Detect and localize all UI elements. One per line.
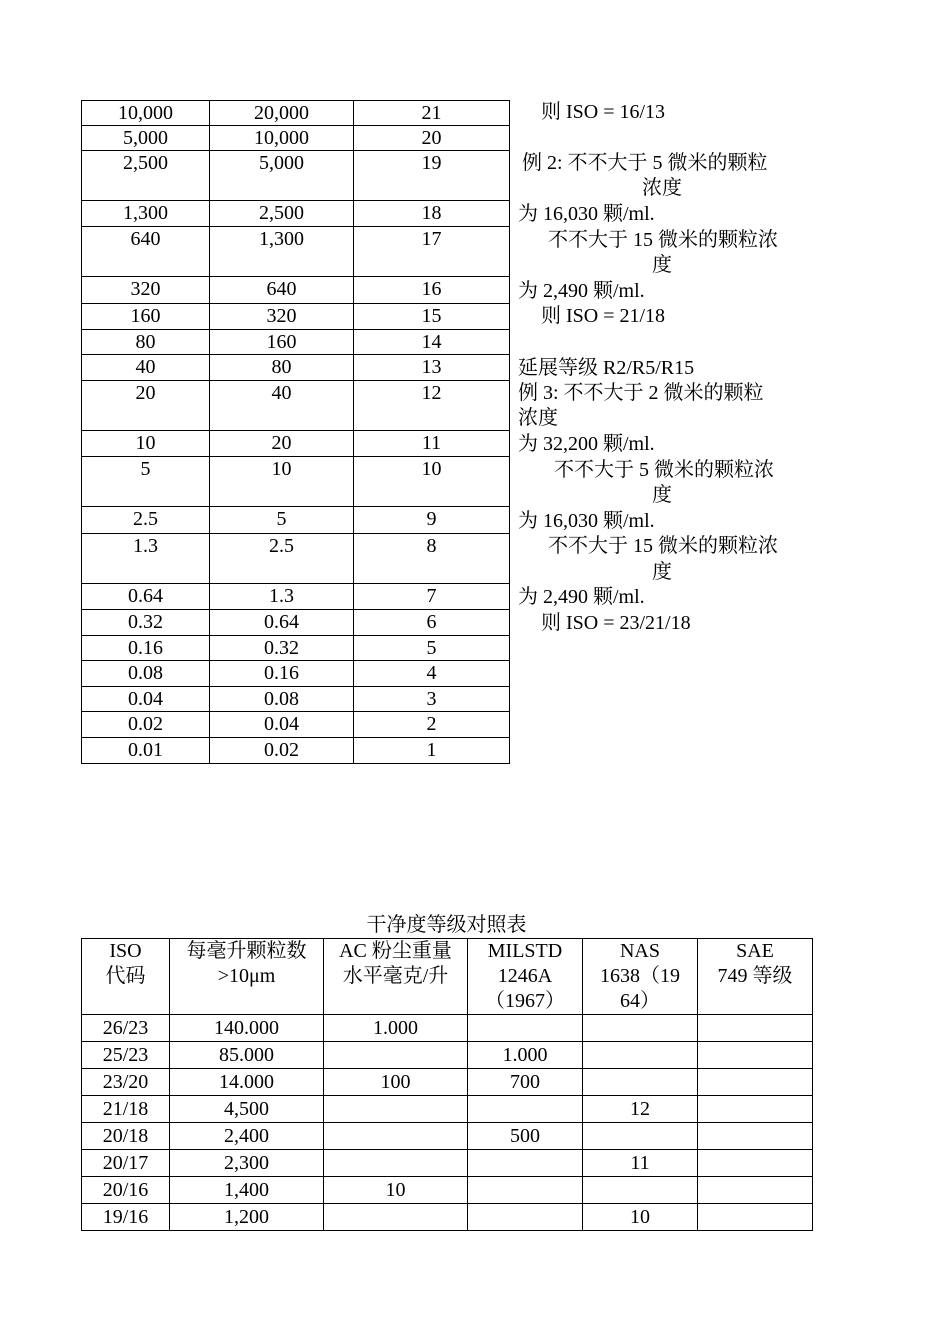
note-result-1: 则 ISO = 16/13 [541, 101, 666, 123]
iso-code-cell: 19 [353, 151, 510, 201]
comparison-cell [698, 1015, 813, 1042]
up-to-cell: 640 [209, 277, 354, 304]
comparison-cell: 4,500 [170, 1096, 324, 1123]
more-than-cell: 0.08 [81, 661, 210, 687]
comparison-cell [698, 1177, 813, 1204]
table-row [81, 100, 510, 126]
table-row [81, 610, 510, 636]
up-to-cell: 1,300 [209, 227, 354, 277]
comparison-cell: 14.000 [170, 1069, 324, 1096]
iso-code-cell: 18 [353, 201, 510, 227]
header-line: 64） [620, 990, 660, 1012]
more-than-cell: 640 [81, 227, 210, 277]
comparison-cell [698, 1069, 813, 1096]
comparison-cell: 100 [324, 1069, 468, 1096]
more-than-cell: 0.16 [81, 636, 210, 661]
comparison-cell [324, 1123, 468, 1150]
header-line: >10μm [217, 965, 276, 987]
comparison-table-title: 干净度等级对照表 [366, 914, 527, 936]
up-to-cell: 80 [209, 355, 354, 381]
comparison-cell [583, 1042, 698, 1069]
table-row [81, 738, 510, 764]
more-than-cell: 320 [81, 277, 210, 304]
comparison-cell [468, 1015, 583, 1042]
header-line: 代码 [105, 965, 146, 987]
note-example-3-line8: 度 [652, 561, 672, 583]
table-row [81, 126, 510, 151]
comparison-cell [468, 1150, 583, 1177]
comparison-cell [324, 1150, 468, 1177]
comparison-header-cell [468, 939, 583, 1015]
more-than-cell: 20 [81, 381, 210, 431]
comparison-cell [468, 1096, 583, 1123]
up-to-cell: 0.02 [209, 738, 354, 764]
comparison-cell: 85.000 [170, 1042, 324, 1069]
table-row [82, 1204, 813, 1231]
up-to-cell: 20,000 [209, 100, 354, 126]
comparison-header-cell [698, 939, 813, 1015]
iso-code-cell: 20 [353, 126, 510, 151]
up-to-cell: 2,500 [209, 201, 354, 227]
cleanliness-comparison-table [81, 938, 813, 1231]
note-result-3: 则 ISO = 23/21/18 [541, 612, 691, 634]
more-than-cell: 1,300 [81, 201, 210, 227]
comparison-cell: 11 [583, 1150, 698, 1177]
comparison-cell [583, 1177, 698, 1204]
more-than-cell: 1.3 [81, 534, 210, 584]
table-row [81, 381, 510, 431]
note-example-3-line7: 不不大于 15 微米的颗粒浓 [548, 535, 778, 557]
table-row [81, 151, 510, 201]
note-example-3-line6: 为 16,030 颗/ml. [518, 510, 655, 532]
iso-code-cell: 14 [353, 330, 510, 355]
table-row [81, 687, 510, 712]
note-example-3-line2: 浓度 [518, 407, 558, 429]
note-example-2-line5: 度 [652, 254, 672, 276]
comparison-cell: 10 [324, 1177, 468, 1204]
table-row [81, 277, 510, 304]
table-row [82, 1177, 813, 1204]
more-than-cell: 0.04 [81, 687, 210, 712]
iso-code-cell: 15 [353, 304, 510, 330]
comparison-cell: 1,200 [170, 1204, 324, 1231]
more-than-cell: 160 [81, 304, 210, 330]
header-line: MILSTD [487, 940, 563, 962]
header-line: AC 粉尘重量 [339, 940, 452, 962]
more-than-cell: 0.64 [81, 584, 210, 610]
header-line: SAE [736, 940, 774, 962]
comparison-cell [698, 1150, 813, 1177]
comparison-header-cell [583, 939, 698, 1015]
comparison-cell: 140.000 [170, 1015, 324, 1042]
up-to-cell: 160 [209, 330, 354, 355]
table-row [82, 1150, 813, 1177]
note-example-3-line3: 为 32,200 颗/ml. [518, 433, 655, 455]
iso-code-cell: 8 [353, 534, 510, 584]
table-row [81, 355, 510, 381]
more-than-cell: 0.32 [81, 610, 210, 636]
comparison-cell: 1,400 [170, 1177, 324, 1204]
header-line: 水平毫克/升 [342, 965, 449, 987]
note-example-2-line6: 为 2,490 颗/ml. [518, 280, 645, 302]
table-row [82, 1096, 813, 1123]
up-to-cell: 5 [209, 507, 354, 534]
comparison-cell: 500 [468, 1123, 583, 1150]
note-result-2: 则 ISO = 21/18 [541, 305, 666, 327]
comparison-cell [698, 1123, 813, 1150]
iso-code-cell: 7 [353, 584, 510, 610]
iso-code-cell: 1 [353, 738, 510, 764]
more-than-cell: 2.5 [81, 507, 210, 534]
note-example-3-line9: 为 2,490 颗/ml. [518, 586, 645, 608]
table-row [81, 661, 510, 687]
table-row [81, 584, 510, 610]
more-than-cell: 2,500 [81, 151, 210, 201]
comparison-cell: 12 [583, 1096, 698, 1123]
note-example-2-line3: 为 16,030 颗/ml. [518, 203, 655, 225]
note-example-3-line5: 度 [652, 484, 672, 506]
table-row [81, 507, 510, 534]
comparison-cell [698, 1096, 813, 1123]
iso-code-cell: 5 [353, 636, 510, 661]
iso-code-cell: 11 [353, 431, 510, 457]
comparison-header-cell [170, 939, 324, 1015]
comparison-cell: 1.000 [468, 1042, 583, 1069]
up-to-cell: 10 [209, 457, 354, 507]
iso-code-cell: 17 [353, 227, 510, 277]
table-row [81, 534, 510, 584]
iso-code-cell: 13 [353, 355, 510, 381]
comparison-cell: 19/16 [82, 1204, 170, 1231]
up-to-cell: 0.04 [209, 712, 354, 738]
comparison-cell: 10 [583, 1204, 698, 1231]
note-example-2-line2: 浓度 [642, 177, 682, 199]
note-example-3-line4: 不不大于 5 微米的颗粒浓 [554, 459, 774, 481]
table-row [82, 1015, 813, 1042]
comparison-cell: 21/18 [82, 1096, 170, 1123]
header-line: NAS [619, 940, 660, 962]
comparison-cell: 20/17 [82, 1150, 170, 1177]
comparison-cell [583, 1069, 698, 1096]
up-to-cell: 1.3 [209, 584, 354, 610]
up-to-cell: 2.5 [209, 534, 354, 584]
table-row [81, 712, 510, 738]
header-line: 每毫升颗粒数 [186, 940, 307, 962]
up-to-cell: 5,000 [209, 151, 354, 201]
up-to-cell: 0.16 [209, 661, 354, 687]
iso-code-cell: 2 [353, 712, 510, 738]
table-row [82, 1042, 813, 1069]
note-example-2-line1: 例 2: 不不大于 5 微米的颗粒 [522, 152, 768, 174]
iso-code-cell: 21 [353, 100, 510, 126]
table-row [82, 1069, 813, 1096]
comparison-cell: 25/23 [82, 1042, 170, 1069]
comparison-cell [583, 1015, 698, 1042]
comparison-cell [468, 1177, 583, 1204]
comparison-header-row [82, 939, 813, 1015]
table-row [81, 636, 510, 661]
more-than-cell: 0.01 [81, 738, 210, 764]
iso-code-cell: 9 [353, 507, 510, 534]
comparison-cell: 700 [468, 1069, 583, 1096]
up-to-cell: 320 [209, 304, 354, 330]
note-extension: 延展等级 R2/R5/R15 [518, 357, 695, 379]
iso-code-cell: 3 [353, 687, 510, 712]
table-row [82, 1123, 813, 1150]
table-row [81, 304, 510, 330]
more-than-cell: 40 [81, 355, 210, 381]
comparison-cell: 2,400 [170, 1123, 324, 1150]
comparison-cell [698, 1204, 813, 1231]
more-than-cell: 10,000 [81, 100, 210, 126]
comparison-cell [324, 1096, 468, 1123]
table-row [81, 201, 510, 227]
header-line: （1967） [485, 990, 565, 1012]
comparison-cell: 20/16 [82, 1177, 170, 1204]
up-to-cell: 0.64 [209, 610, 354, 636]
up-to-cell: 0.32 [209, 636, 354, 661]
more-than-cell: 5,000 [81, 126, 210, 151]
comparison-cell [324, 1204, 468, 1231]
more-than-cell: 5 [81, 457, 210, 507]
table-row [81, 227, 510, 277]
comparison-cell: 26/23 [82, 1015, 170, 1042]
up-to-cell: 20 [209, 431, 354, 457]
header-line: 749 等级 [717, 965, 793, 987]
header-line: 1246A [497, 965, 553, 987]
header-line: ISO [109, 940, 142, 962]
comparison-cell: 23/20 [82, 1069, 170, 1096]
comparison-cell [583, 1123, 698, 1150]
comparison-cell: 2,300 [170, 1150, 324, 1177]
up-to-cell: 40 [209, 381, 354, 431]
note-example-3-line1: 例 3: 不不大于 2 微米的颗粒 [518, 382, 764, 404]
comparison-cell [324, 1042, 468, 1069]
comparison-header-cell [324, 939, 468, 1015]
comparison-cell [698, 1042, 813, 1069]
iso-code-cell: 16 [353, 277, 510, 304]
more-than-cell: 0.02 [81, 712, 210, 738]
comparison-cell: 20/18 [82, 1123, 170, 1150]
more-than-cell: 80 [81, 330, 210, 355]
iso-code-cell: 10 [353, 457, 510, 507]
comparison-header-cell [82, 939, 170, 1015]
iso-code-cell: 12 [353, 381, 510, 431]
more-than-cell: 10 [81, 431, 210, 457]
up-to-cell: 0.08 [209, 687, 354, 712]
comparison-cell: 1.000 [324, 1015, 468, 1042]
table-row [81, 457, 510, 507]
iso-code-cell: 4 [353, 661, 510, 687]
table-row [81, 431, 510, 457]
note-example-2-line4: 不不大于 15 微米的颗粒浓 [548, 229, 778, 251]
up-to-cell: 10,000 [209, 126, 354, 151]
header-line: 1638（19 [600, 965, 680, 987]
iso-code-cell: 6 [353, 610, 510, 636]
table-row [81, 330, 510, 355]
comparison-cell [468, 1204, 583, 1231]
